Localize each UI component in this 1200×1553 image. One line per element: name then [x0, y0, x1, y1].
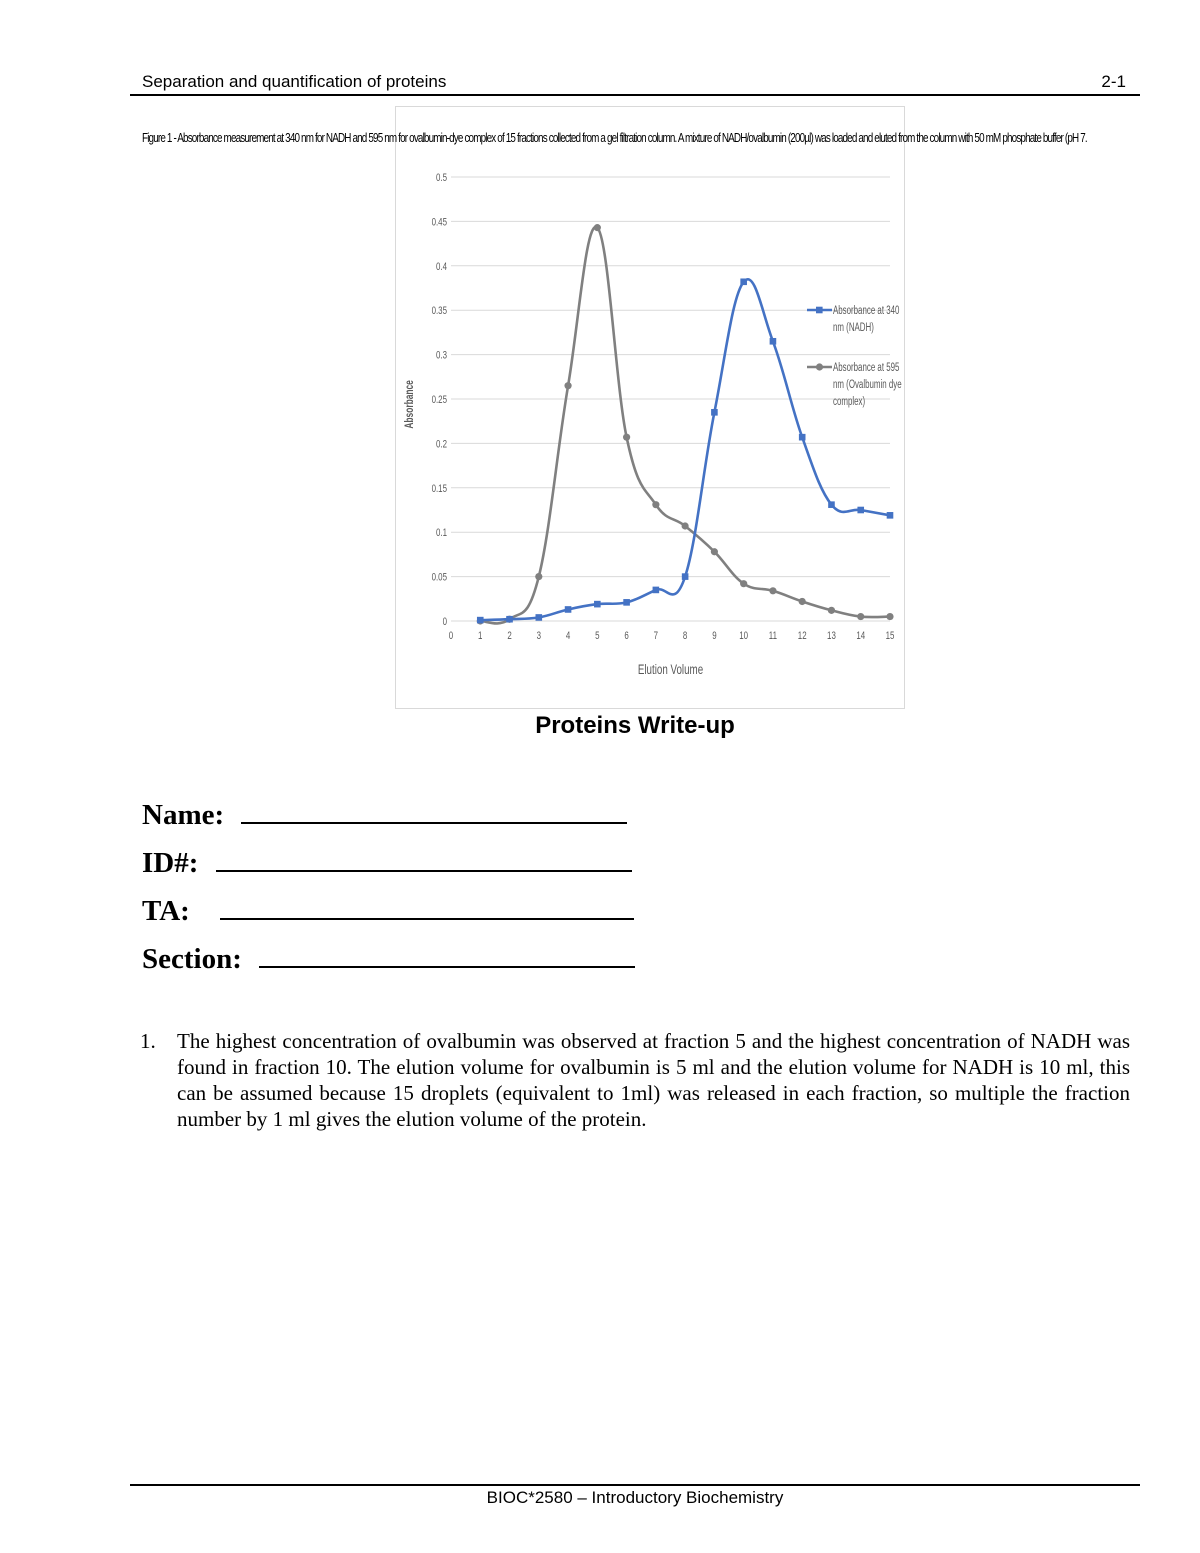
y-tick-label: 0.2	[435, 438, 447, 451]
y-tick-label: 0.05	[431, 571, 447, 585]
header-page-number: 2-1	[1101, 72, 1126, 91]
writeup-title: Proteins Write-up	[535, 712, 735, 739]
data-point-nadh	[477, 617, 484, 624]
name-blank[interactable]	[241, 798, 627, 824]
section-field	[142, 942, 635, 976]
figure-caption: Figure 1 - Absorbance measurement at 340 nm for NADH and 595 nm for ovalbumin-dye complex of 15 fractions collected from a gel filtration column. A mixture of NADH/ovalbumin (200µl) was loaded and eluted from the column with 50 mM phosphate buffer (pH 7.	[142, 130, 1087, 145]
ta-blank[interactable]	[220, 894, 634, 920]
data-point-nadh	[740, 278, 747, 285]
x-tick-label: 10	[739, 629, 749, 643]
data-point-nadh	[653, 587, 660, 594]
y-tick-label: 0.3	[435, 349, 447, 363]
y-tick-label: 0.4	[435, 260, 447, 274]
data-point-ovalbumin	[623, 434, 630, 441]
page-footer: BIOC*2580 – Introductory Biochemistry	[486, 1488, 784, 1507]
data-point-ovalbumin	[769, 587, 776, 594]
data-point-ovalbumin	[711, 548, 718, 555]
data-point-ovalbumin	[886, 613, 893, 620]
x-tick-label: 7	[653, 629, 659, 643]
x-tick-label: 9	[712, 629, 717, 643]
y-tick-label: 0	[442, 615, 447, 629]
data-point-ovalbumin	[799, 598, 806, 605]
data-point-ovalbumin	[564, 382, 571, 389]
y-tick-label: 0.45	[431, 216, 447, 229]
legend-marker-nadh	[816, 307, 823, 314]
data-point-ovalbumin	[828, 607, 835, 614]
x-tick-label: 0	[448, 629, 454, 643]
footer-rule	[130, 1484, 1140, 1486]
data-point-nadh	[682, 573, 689, 580]
data-point-nadh	[887, 512, 894, 519]
x-tick-label: 2	[507, 629, 512, 643]
x-tick-label: 5	[595, 629, 600, 643]
id-blank[interactable]	[216, 846, 632, 872]
data-point-ovalbumin	[857, 613, 864, 620]
data-point-nadh	[565, 606, 572, 613]
data-point-ovalbumin	[740, 580, 747, 587]
y-tick-label: 0.5	[435, 171, 447, 185]
legend-marker-ovalbumin	[816, 363, 823, 370]
data-point-ovalbumin	[652, 501, 659, 508]
section-label: Section:	[142, 943, 242, 975]
answer-number: 1.	[140, 1029, 156, 1053]
x-tick-label: 13	[827, 629, 836, 643]
y-tick-label: 0.35	[431, 305, 447, 318]
legend-label: nm (NADH)	[833, 321, 874, 335]
data-point-nadh	[536, 614, 543, 621]
x-tick-label: 3	[536, 629, 542, 643]
data-point-nadh	[594, 601, 601, 608]
y-tick-label: 0.25	[431, 393, 447, 407]
page-header	[130, 70, 1140, 96]
name-label: Name:	[142, 799, 225, 831]
data-point-ovalbumin	[594, 224, 601, 231]
data-point-nadh	[799, 434, 806, 441]
legend-label: nm (Ovalbumin dye	[833, 378, 902, 392]
legend-label: Absorbance at 595	[833, 361, 900, 375]
x-tick-label: 11	[768, 629, 778, 643]
x-tick-label: 15	[885, 629, 895, 643]
x-axis-title: Elution Volume	[637, 661, 704, 678]
answer-text: The highest concentration of ovalbumin was observed at fraction 5 and the highest concentration of NADH was found in fraction 10. The elution volume for ovalbumin is 5 ml and the elution volume for NADH is 10 ml, this can be assumed because 15 droplets (equivalent to 1ml) was released in each fraction, so multiple the fraction number by 1 ml gives the elution volume of the protein.	[177, 1029, 1130, 1131]
data-point-nadh	[506, 616, 513, 623]
y-axis-title: Absorbance	[403, 380, 417, 429]
data-point-ovalbumin	[535, 573, 542, 580]
ta-label: TA:	[142, 895, 190, 927]
data-point-ovalbumin	[682, 522, 689, 529]
header-title: Separation and quantification of proteins	[142, 72, 447, 91]
data-point-nadh	[770, 338, 777, 345]
ta-field	[142, 894, 634, 928]
x-tick-label: 1	[478, 629, 483, 643]
data-point-nadh	[711, 409, 718, 416]
data-point-nadh	[623, 599, 630, 606]
id-field	[142, 846, 632, 880]
id-label: ID#:	[142, 847, 199, 879]
legend-label: complex)	[833, 395, 866, 409]
elution-chart	[395, 106, 905, 709]
legend-label: Absorbance at 340	[833, 304, 900, 318]
name-field	[142, 798, 627, 832]
x-tick-label: 12	[797, 629, 807, 643]
y-tick-label: 0.15	[431, 482, 447, 496]
y-tick-label: 0.1	[435, 527, 447, 540]
section-blank[interactable]	[259, 942, 635, 968]
series-line-ovalbumin	[480, 227, 890, 623]
x-tick-label: 6	[624, 629, 629, 643]
x-tick-label: 14	[856, 629, 866, 643]
answer-item	[140, 1028, 1130, 1132]
data-point-nadh	[857, 507, 864, 514]
x-tick-label: 4	[565, 629, 571, 643]
data-point-nadh	[828, 501, 835, 508]
x-tick-label: 8	[682, 629, 688, 643]
